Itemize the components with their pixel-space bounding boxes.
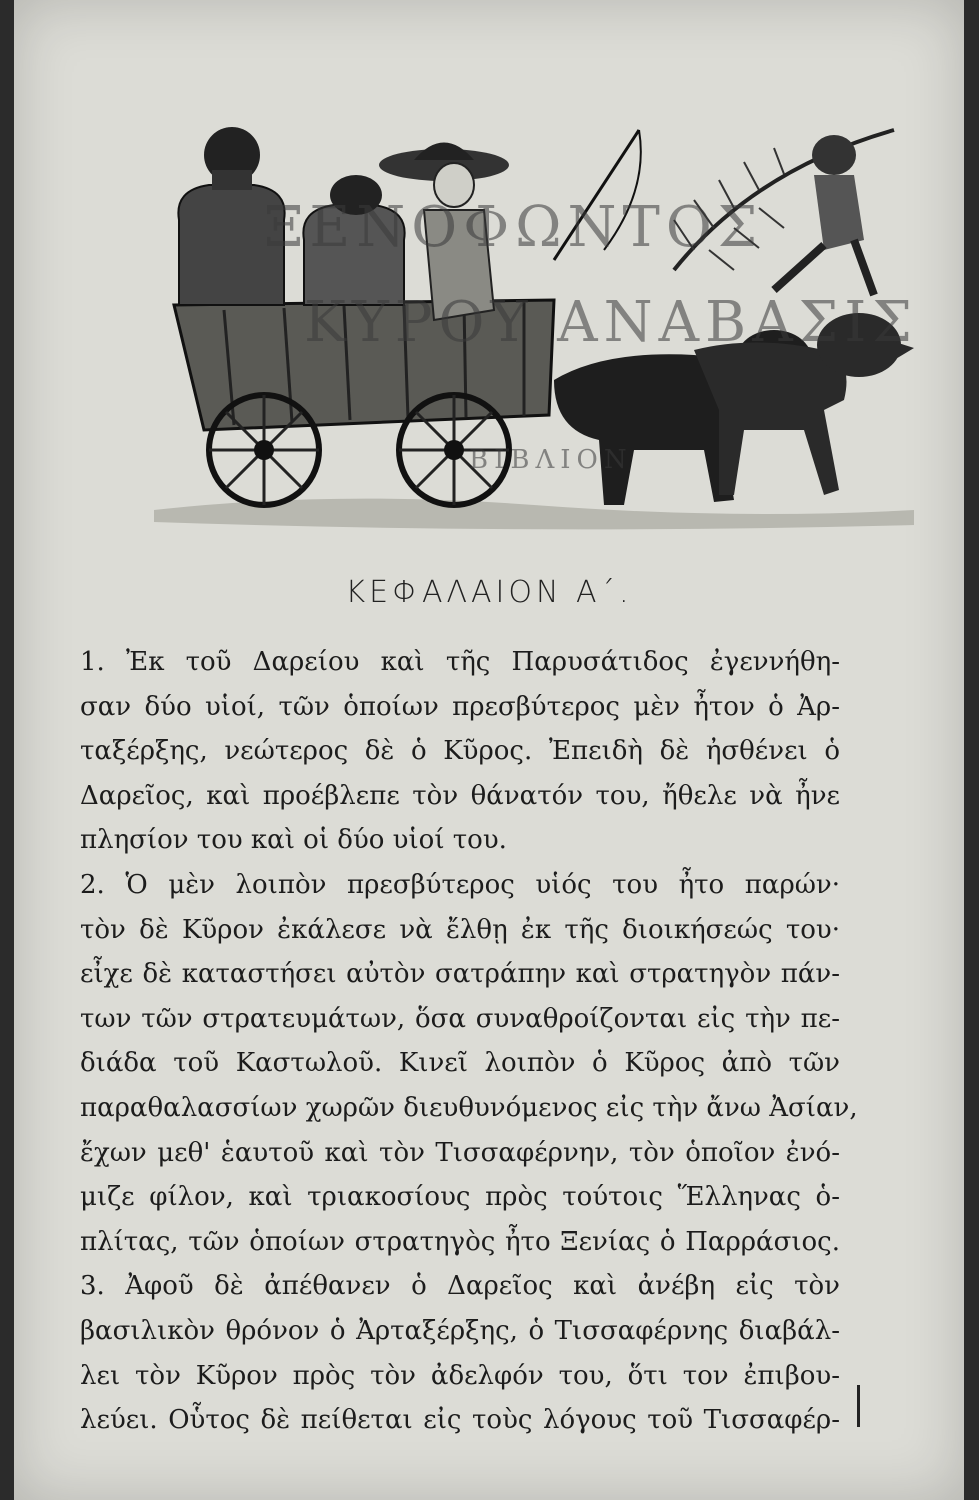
text-line: ταξέρξης, νεώτερος δὲ ὁ Κῦρος. Ἐπειδὴ δὲ ἠσθένει ὁ: [80, 736, 840, 767]
text-line: τὸν δὲ Κῦρον ἐκάλεσε νὰ ἔλθῃ ἐκ τῆς διοικήσεώς του·: [80, 914, 840, 945]
body-text: [80, 640, 858, 1443]
text-line: λει τὸν Κῦρον πρὸς τὸν ἀδελφόν του, ὅτι τον ἐπιβου-: [80, 1360, 840, 1391]
bleedthrough-title-line1: ΞΕΝΟΦΩΝΤΟΣ: [264, 195, 764, 260]
margin-mark: [857, 1385, 860, 1427]
text-line: λεύει. Οὗτος δὲ πείθεται εἰς τοὺς λόγους τοῦ Τισσαφέρ-: [80, 1405, 840, 1436]
book-page: [14, 0, 964, 1500]
text-line: 2. Ὁ μὲν λοιπὸν πρεσβύτερος υἱός του ἦτο παρών·: [80, 869, 840, 900]
chapter-heading: ΚΕΦΑΛΑΙΟΝ Α΄.: [345, 575, 633, 610]
text-line: 3. Ἀφοῦ δὲ ἀπέθανεν ὁ Δαρεῖος καὶ ἀνέβη εἰς τὸν: [80, 1271, 840, 1302]
text-line: εἶχε δὲ καταστήσει αὐτὸν σατράπην καὶ στρατηγὸν πάν-: [80, 959, 840, 990]
text-line: σαν δύο υἱοί, τῶν ὁποίων πρεσβύτερος μὲν ἦτον ὁ Ἀρ-: [80, 691, 840, 722]
text-line: παραθαλασσίων χωρῶν διευθυνόμενος εἰς τὴν ἄνω Ἀσίαν,: [80, 1092, 858, 1123]
bleedthrough-title-line2: ΚΥΡΟΥ ΑΝΑΒΑΣΙΣ: [304, 290, 918, 355]
text-line: διάδα τοῦ Καστωλοῦ. Κινεῖ λοιπὸν ὁ Κῦρος ἀπὸ τῶν: [80, 1048, 840, 1079]
text-line: μιζε φίλον, καὶ τριακοσίους πρὸς τούτοις Ἕλληνας ὁ-: [80, 1182, 840, 1213]
text-line: βασιλικὸν θρόνον ὁ Ἀρταξέρξης, ὁ Τισσαφέρνης διαβάλ-: [80, 1315, 840, 1346]
text-line: των τῶν στρατευμάτων, ὅσα συναθροίζονται εἰς τὴν πε-: [80, 1003, 840, 1034]
text-line: 1. Ἐκ τοῦ Δαρείου καὶ τῆς Παρυσάτιδος ἐγεννήθη-: [80, 647, 840, 677]
text-line: πλησίον του καὶ οἱ δύο υἱοί του.: [80, 825, 507, 856]
text-line: ἔχων μεθ' ἑαυτοῦ καὶ τὸν Τισσαφέρνην, τὸν ὁποῖον ἐνό-: [80, 1137, 840, 1168]
bleedthrough-title-line3: ΒΙΒΛΙΟΝ: [469, 445, 633, 475]
text-line: Δαρεῖος, καὶ προέβλεπε τὸν θάνατόν του, ἤθελε νὰ ἦνε: [80, 780, 840, 811]
text-line: πλίτας, τῶν ὁποίων στρατηγὸς ἦτο Ξενίας ὁ Παρράσιος.: [80, 1226, 840, 1257]
